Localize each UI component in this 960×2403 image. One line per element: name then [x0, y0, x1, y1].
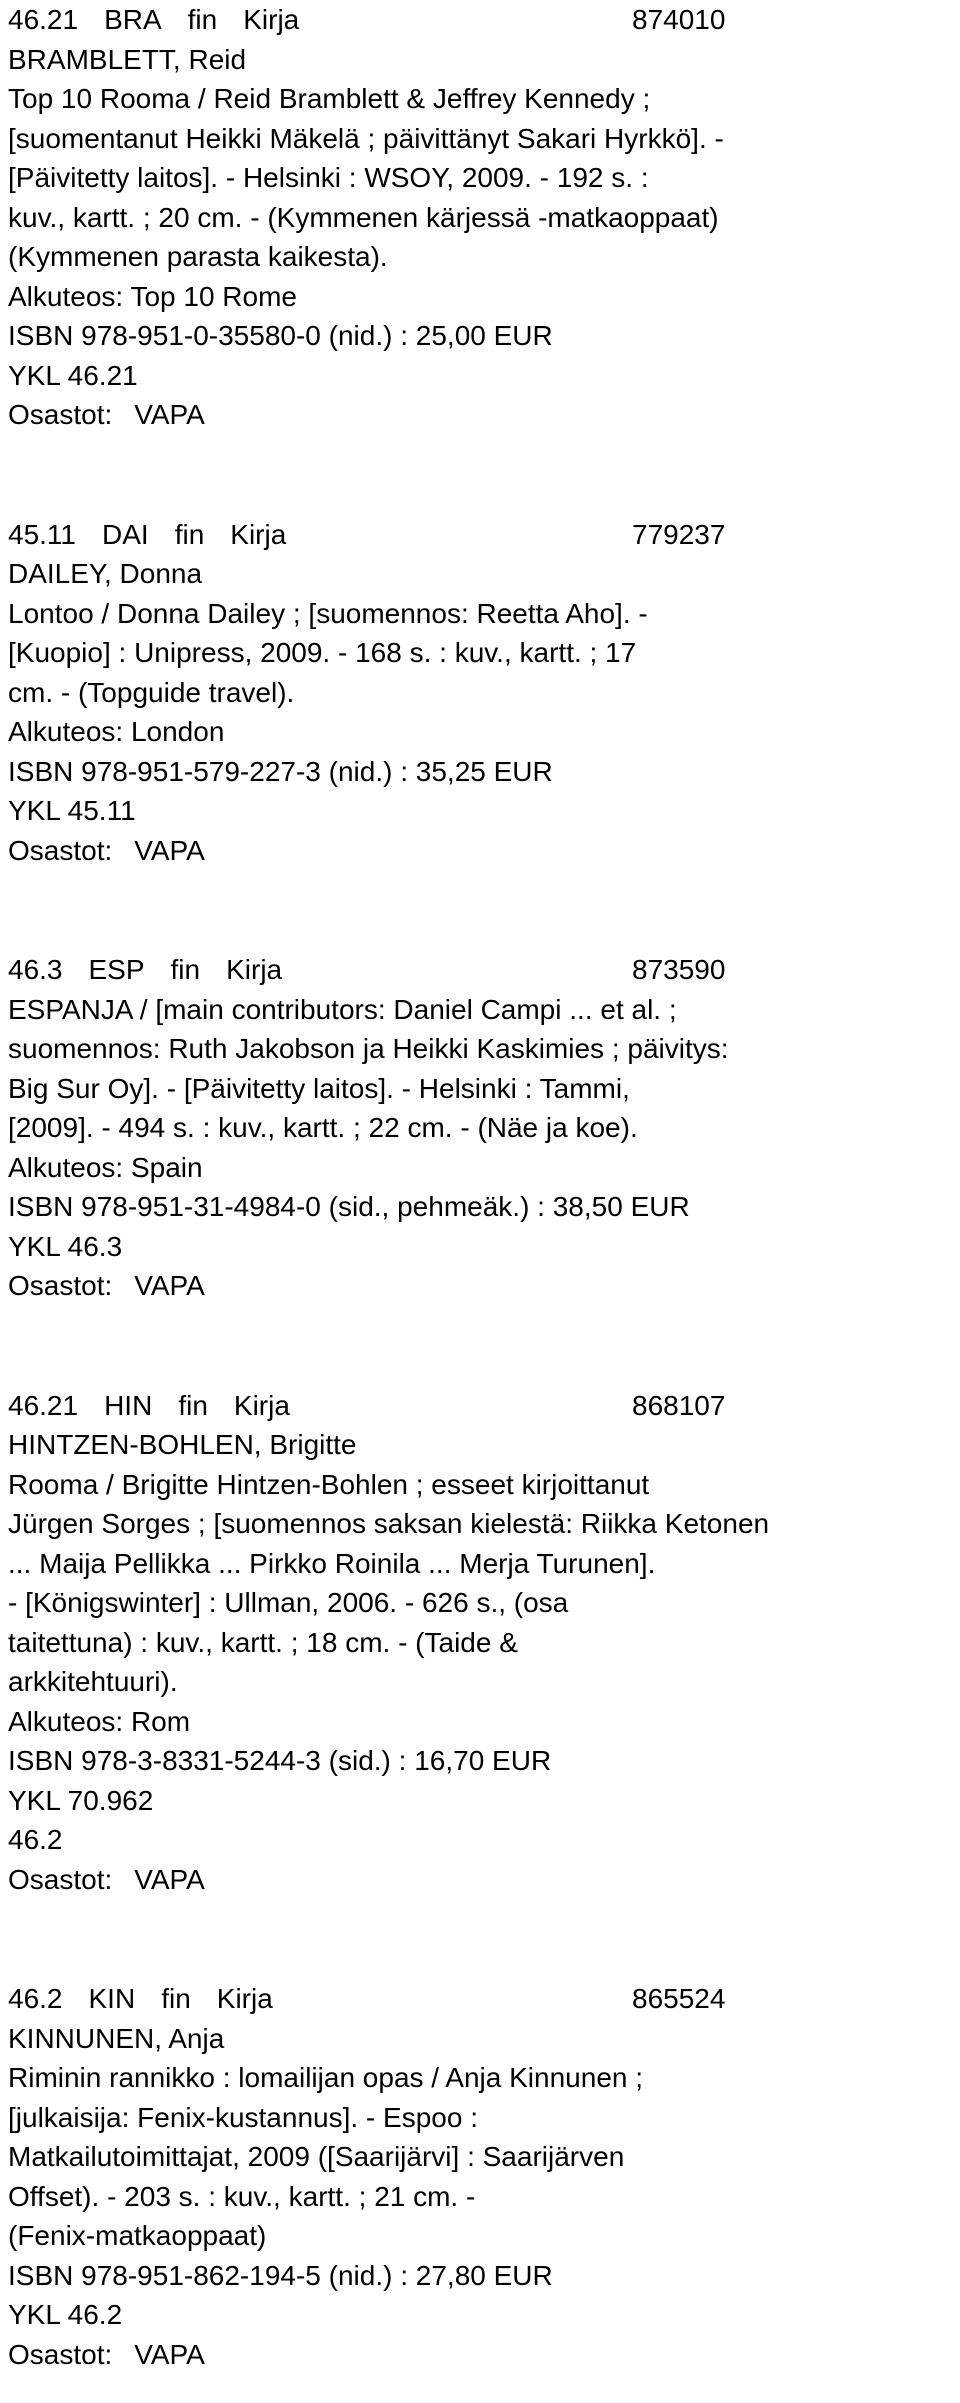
entry-line: Alkuteos: Top 10 Rome: [8, 280, 297, 312]
osastot-line: [8, 2335, 952, 2375]
material-type: Kirja: [226, 954, 283, 985]
osastot-line: [8, 1860, 952, 1900]
entry-line: BRAMBLETT, Reid: [8, 43, 247, 75]
language-code: fin: [170, 954, 201, 985]
entry-line: HINTZEN-BOHLEN, Brigitte: [8, 1429, 357, 1460]
entry-line: ISBN 978-951-0-35580-0 (nid.) : 25,00 EUR: [8, 320, 553, 351]
osastot-value: VAPA: [134, 1863, 205, 1895]
catalog-listing: [8, 0, 952, 2374]
osastot-label: Osastot:: [8, 1863, 113, 1895]
osastot-label: Osastot:: [8, 2338, 113, 2370]
entry-line: (Kymmenen parasta kaikesta).: [8, 241, 388, 272]
osastot-label: Osastot:: [8, 1270, 113, 1301]
entry-header: [8, 0, 952, 40]
entry-line: [julkaisija: Fenix-kustannus]. - Espoo :: [8, 2101, 478, 2133]
entry-line: Matkailutoimittajat, 2009 ([Saarijärvi] : Saarijärven: [8, 2141, 625, 2172]
language-code: fin: [178, 1389, 208, 1421]
entry-line: DAILEY, Donna: [8, 558, 203, 589]
entry-line: YKL 70.962: [8, 1784, 154, 1816]
entry-line: YKL 46.21: [8, 359, 138, 391]
entry-line: taitettuna) : kuv., kartt. ; 18 cm. - (Taide &: [8, 1626, 518, 1658]
osastot-value: VAPA: [134, 834, 205, 866]
entry-line: Lontoo / Donna Dailey ; [suomennos: Reetta Aho]. -: [8, 597, 648, 629]
catalog-entry: [8, 1386, 952, 1900]
entry-line: [suomentanut Heikki Mäkelä ; päivittänyt Sakari Hyrkkö]. -: [8, 122, 724, 154]
entry-line: ISBN 978-951-579-227-3 (nid.) : 35,25 EUR: [8, 755, 553, 787]
entry-line: KINNUNEN, Anja: [8, 2022, 225, 2054]
osastot-value: VAPA: [134, 2338, 205, 2370]
material-type: Kirja: [233, 1389, 290, 1421]
entry-line: arkkitehtuuri).: [8, 1666, 178, 1697]
entry-header: [8, 950, 952, 990]
entry-line: 46.2: [8, 1824, 63, 1855]
author-abbr: HIN: [104, 1389, 153, 1421]
class-code: 46.21: [8, 1389, 79, 1421]
author-abbr: DAI: [102, 518, 149, 550]
class-code: 46.2: [8, 1983, 63, 2014]
catalog-entry: [8, 950, 952, 1306]
entry-line: YKL 45.11: [8, 795, 136, 826]
entry-line: Alkuteos: London: [8, 716, 225, 747]
entry-line: cm. - (Topguide travel).: [8, 676, 295, 708]
entry-line: Top 10 Rooma / Reid Bramblett & Jeffrey Kennedy ;: [8, 83, 651, 114]
entry-line: ... Maija Pellikka ... Pirkko Roinila ... Merja Turunen].: [8, 1547, 656, 1579]
catalog-entry: [8, 0, 952, 435]
entry-line: suomennos: Ruth Jakobson ja Heikki Kaskimies ; päivitys:: [8, 1033, 729, 1064]
class-code: 46.21: [8, 4, 79, 35]
entry-line: ESPANJA / [main contributors: Daniel Campi ... et al. ;: [8, 993, 677, 1025]
record-id: 868107: [632, 1389, 726, 1421]
record-id: 779237: [632, 518, 726, 550]
class-code: 46.3: [8, 954, 63, 985]
entry-line: Jürgen Sorges ; [suomennos saksan kielestä: Riikka Ketonen: [8, 1508, 770, 1539]
entry-line: Alkuteos: Rom: [8, 1705, 191, 1737]
osastot-line: [8, 1266, 952, 1306]
entry-header: [8, 1386, 952, 1426]
entry-line: (Fenix-matkaoppaat): [8, 2220, 267, 2251]
entry-header: [8, 515, 952, 555]
osastot-value: VAPA: [134, 1270, 205, 1301]
material-type: Kirja: [243, 4, 300, 35]
osastot-line: [8, 831, 952, 871]
entry-header: [8, 1979, 952, 2019]
catalog-entry: [8, 515, 952, 871]
entry-line: YKL 46.2: [8, 2299, 123, 2330]
catalog-entry: [8, 1979, 952, 2374]
entry-line: - [Königswinter] : Ullman, 2006. - 626 s., (osa: [8, 1587, 569, 1618]
entry-line: ISBN 978-951-862-194-5 (nid.) : 27,80 EUR: [8, 2259, 553, 2291]
entry-line: ISBN 978-3-8331-5244-3 (sid.) : 16,70 EUR: [8, 1745, 552, 1776]
record-id: 873590: [632, 954, 726, 985]
material-type: Kirja: [230, 518, 287, 550]
entry-line: Alkuteos: Spain: [8, 1151, 203, 1183]
class-code: 45.11: [8, 518, 76, 550]
record-id: 865524: [632, 1983, 726, 2014]
author-abbr: BRA: [104, 4, 162, 35]
entry-line: Riminin rannikko : lomailijan opas / Anja Kinnunen ;: [8, 2062, 644, 2093]
record-id: 874010: [632, 4, 726, 35]
entry-line: [Kuopio] : Unipress, 2009. - 168 s. : kuv., kartt. ; 17: [8, 637, 637, 668]
language-code: fin: [187, 4, 218, 35]
language-code: fin: [161, 1983, 191, 2014]
material-type: Kirja: [216, 1983, 273, 2014]
osastot-label: Osastot:: [8, 399, 113, 430]
entry-line: Big Sur Oy]. - [Päivitetty laitos]. - Helsinki : Tammi,: [8, 1072, 630, 1104]
language-code: fin: [174, 518, 205, 550]
entry-line: [Päivitetty laitos]. - Helsinki : WSOY, 2009. - 192 s. :: [8, 162, 649, 193]
entry-line: kuv., kartt. ; 20 cm. - (Kymmenen kärjessä -matkaoppaat): [8, 201, 719, 233]
author-abbr: ESP: [88, 954, 145, 985]
entry-line: Rooma / Brigitte Hintzen-Bohlen ; esseet kirjoittanut: [8, 1468, 650, 1500]
entry-line: ISBN 978-951-31-4984-0 (sid., pehmeäk.) : 38,50 EUR: [8, 1191, 690, 1222]
osastot-value: VAPA: [134, 399, 205, 430]
author-abbr: KIN: [88, 1983, 136, 2014]
entry-line: Offset). - 203 s. : kuv., kartt. ; 21 cm. -: [8, 2180, 476, 2212]
entry-line: YKL 46.3: [8, 1230, 123, 1262]
entry-line: [2009]. - 494 s. : kuv., kartt. ; 22 cm. - (Näe ja koe).: [8, 1112, 638, 1143]
osastot-line: [8, 395, 952, 435]
osastot-label: Osastot:: [8, 834, 113, 866]
